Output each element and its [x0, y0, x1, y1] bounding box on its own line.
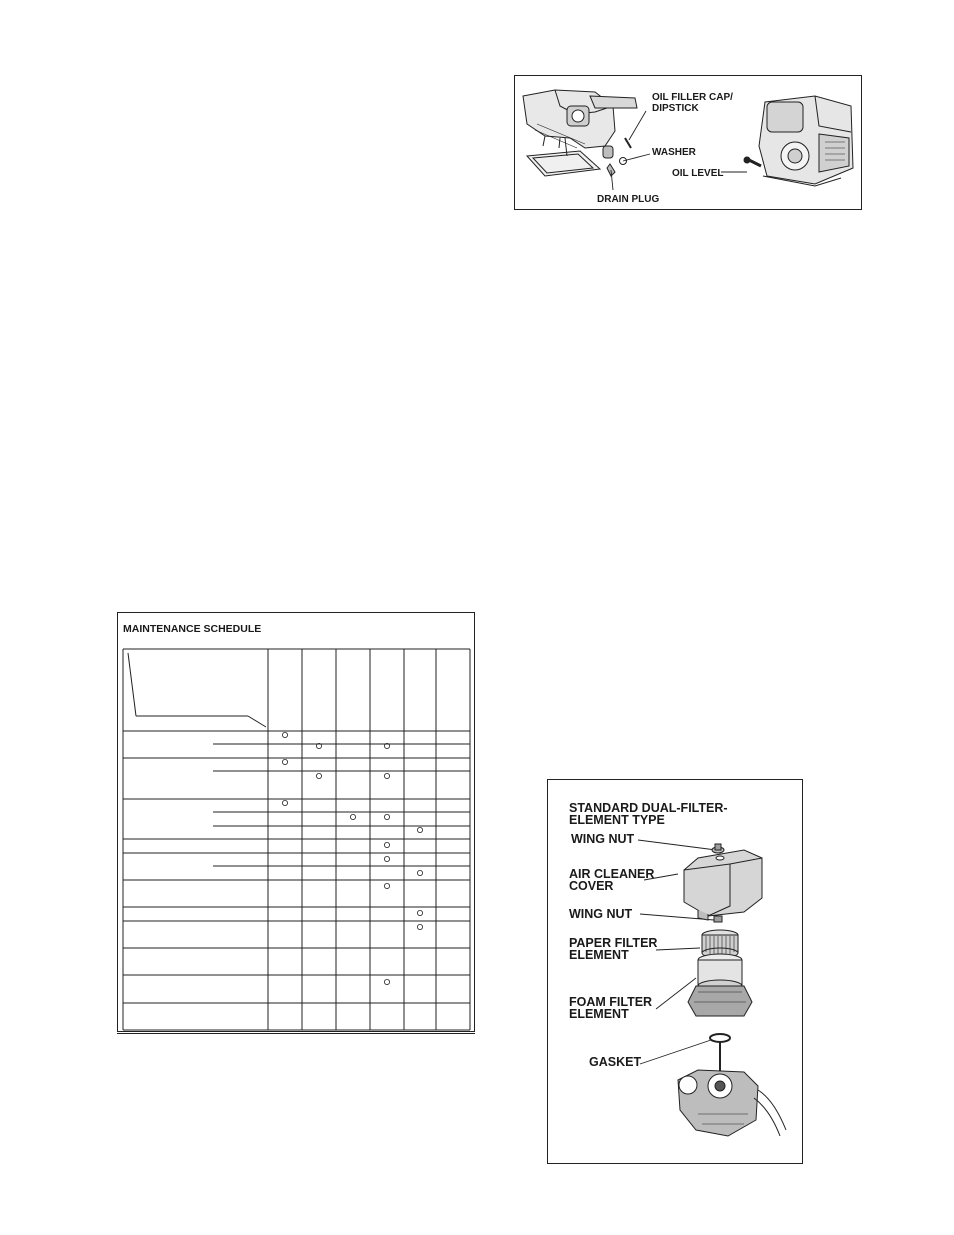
schedule-mark: [384, 883, 389, 888]
air-figure-title-line2: ELEMENT TYPE: [569, 813, 665, 827]
schedule-mark: [282, 759, 287, 764]
schedule-mark: [350, 814, 355, 819]
air-cleaner-parts-drawing: [678, 844, 786, 1136]
schedule-mark: [316, 773, 321, 778]
maintenance-bottom-rule: [117, 1033, 475, 1034]
oil-figure-illustration: [515, 76, 861, 209]
schedule-mark: [417, 924, 422, 929]
oil-level-label: OIL LEVEL: [672, 168, 724, 179]
wing-nut-mid-label: WING NUT: [569, 907, 633, 921]
drain-plug-label: DRAIN PLUG: [597, 194, 660, 205]
header-slash-line: [248, 716, 266, 727]
maintenance-grid-marks: [282, 732, 422, 984]
schedule-mark: [282, 732, 287, 737]
schedule-mark: [384, 814, 389, 819]
foam-filter-label-line2: ELEMENT: [569, 1007, 629, 1021]
schedule-mark: [384, 856, 389, 861]
oil-figure: [514, 75, 862, 210]
air-cleaner-cover-label-line2: COVER: [569, 879, 614, 893]
paper-filter-label-line1: PAPER FILTER: [569, 936, 658, 950]
air-cleaner-figure: [547, 779, 803, 1164]
washer-label: WASHER: [652, 147, 696, 158]
header-diagonal-line: [128, 653, 136, 716]
paper-filter-label-line2: ELEMENT: [569, 948, 629, 962]
schedule-mark: [417, 910, 422, 915]
air-cleaner-cover-label-line1: AIR CLEANER: [569, 867, 655, 881]
oil-filler-cap-label-line1: OIL FILLER CAP/: [652, 92, 733, 103]
schedule-mark: [384, 979, 389, 984]
foam-filter-label-line1: FOAM FILTER: [569, 995, 653, 1009]
maintenance-grid: [118, 613, 474, 1031]
schedule-mark: [282, 800, 287, 805]
air-cleaner-illustration: [548, 780, 802, 1163]
wing-nut-top-label: WING NUT: [571, 832, 635, 846]
oil-filler-cap-label-line2: DIPSTICK: [652, 103, 699, 114]
schedule-mark: [417, 870, 422, 875]
engine-full-drawing: [744, 96, 853, 186]
gasket-label: GASKET: [589, 1055, 642, 1069]
maintenance-grid-lines: [123, 649, 470, 1030]
engine-detail-drawing: [523, 90, 637, 176]
schedule-mark: [384, 773, 389, 778]
schedule-mark: [417, 827, 422, 832]
schedule-mark: [384, 842, 389, 847]
maintenance-schedule-title: MAINTENANCE SCHEDULE: [123, 623, 262, 635]
maintenance-schedule-table: [117, 612, 475, 1032]
air-figure-title-line1: STANDARD DUAL-FILTER-: [569, 801, 728, 815]
